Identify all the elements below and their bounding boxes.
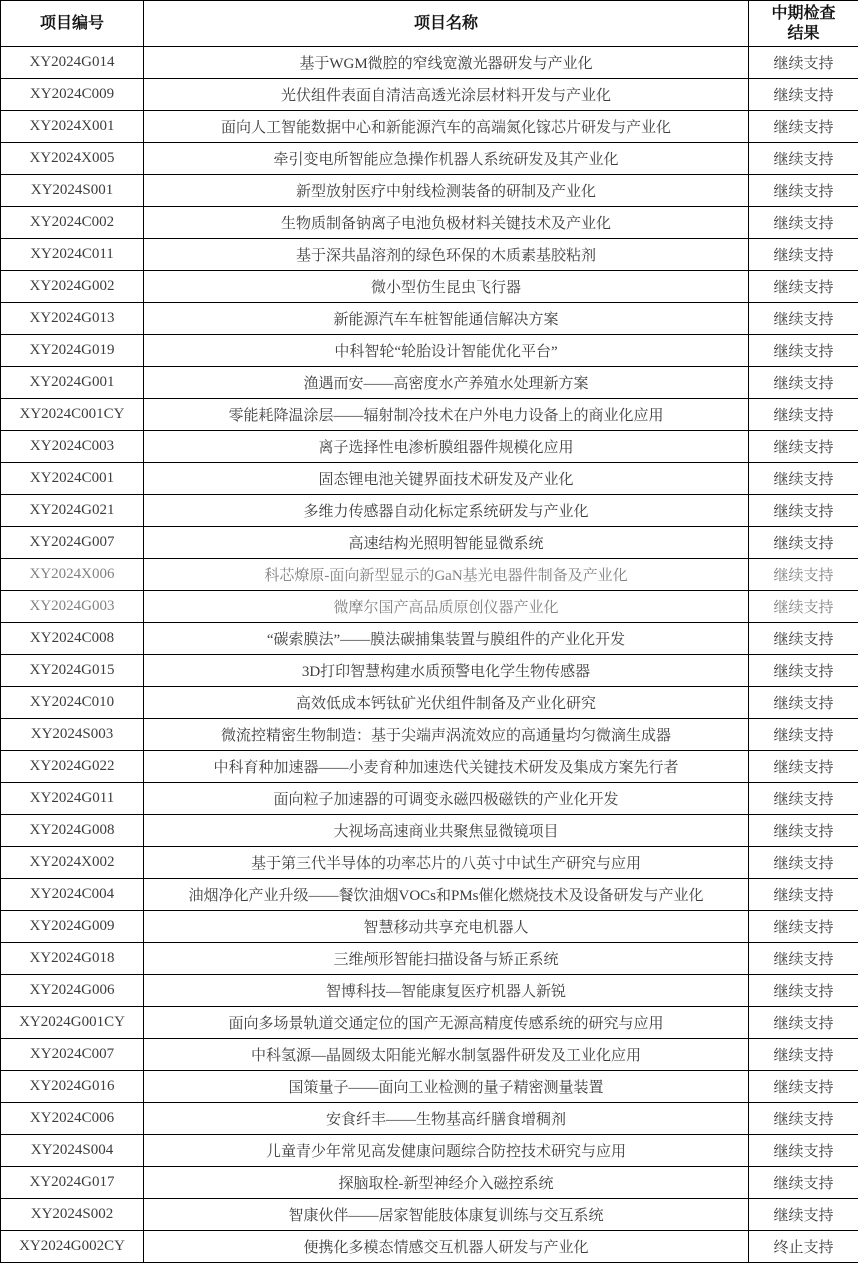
result-cell: 继续支持 — [749, 1135, 858, 1167]
table-body — [1, 47, 858, 1263]
project-id-cell: XY2024C004 — [1, 879, 144, 911]
result-cell: 继续支持 — [749, 495, 858, 527]
project-id-cell: XY2024C003 — [1, 431, 144, 463]
project-id-cell: XY2024C002 — [1, 207, 144, 239]
result-cell: 继续支持 — [749, 1167, 858, 1199]
project-name-cell: 新能源汽车车桩智能通信解决方案 — [144, 303, 749, 335]
column-header-project-name: 项目名称 — [144, 1, 749, 47]
project-name-cell: 中科氢源—晶圆级太阳能光解水制氢器件研发及工业化应用 — [144, 1039, 749, 1071]
result-cell: 继续支持 — [749, 463, 858, 495]
table-row — [1, 1135, 858, 1167]
project-name-cell: 基于深共晶溶剂的绿色环保的木质素基胶粘剂 — [144, 239, 749, 271]
result-cell: 继续支持 — [749, 1007, 858, 1039]
table-row — [1, 847, 858, 879]
result-cell: 继续支持 — [749, 1199, 858, 1231]
project-id-cell: XY2024C007 — [1, 1039, 144, 1071]
project-id-cell: XY2024G015 — [1, 655, 144, 687]
project-id-cell: XY2024G002CY — [1, 1231, 144, 1263]
table-row — [1, 1103, 858, 1135]
project-name-cell: 零能耗降温涂层——辐射制冷技术在户外电力设备上的商业化应用 — [144, 399, 749, 431]
table-row — [1, 1039, 858, 1071]
table-row — [1, 175, 858, 207]
project-name-cell: 固态锂电池关键界面技术研发及产业化 — [144, 463, 749, 495]
table-row — [1, 879, 858, 911]
project-id-cell: XY2024G001 — [1, 367, 144, 399]
result-cell: 继续支持 — [749, 815, 858, 847]
project-id-cell: XY2024C010 — [1, 687, 144, 719]
table-row — [1, 815, 858, 847]
project-name-cell: 探脑取栓-新型神经介入磁控系统 — [144, 1167, 749, 1199]
result-cell: 继续支持 — [749, 207, 858, 239]
table-row — [1, 47, 858, 79]
project-name-cell: 基于第三代半导体的功率芯片的八英寸中试生产研究与应用 — [144, 847, 749, 879]
result-cell: 继续支持 — [749, 1071, 858, 1103]
result-cell: 继续支持 — [749, 47, 858, 79]
project-id-cell: XY2024C001CY — [1, 399, 144, 431]
project-name-cell: 离子选择性电渗析膜组器件规模化应用 — [144, 431, 749, 463]
project-name-cell: 智慧移动共享充电机器人 — [144, 911, 749, 943]
result-cell: 继续支持 — [749, 879, 858, 911]
project-name-cell: 儿童青少年常见高发健康问题综合防控技术研究与应用 — [144, 1135, 749, 1167]
project-id-cell: XY2024G009 — [1, 911, 144, 943]
table-row — [1, 143, 858, 175]
project-name-cell: 便携化多模态情感交互机器人研发与产业化 — [144, 1231, 749, 1263]
result-cell: 继续支持 — [749, 655, 858, 687]
project-name-cell: 大视场高速商业共聚焦显微镜项目 — [144, 815, 749, 847]
project-name-cell: 面向多场景轨道交通定位的国产无源高精度传感系统的研究与应用 — [144, 1007, 749, 1039]
result-cell: 继续支持 — [749, 623, 858, 655]
project-id-cell: XY2024C009 — [1, 79, 144, 111]
table-row — [1, 559, 858, 591]
project-name-cell: 基于WGM微腔的窄线宽激光器研发与产业化 — [144, 47, 749, 79]
table-row — [1, 239, 858, 271]
table-row — [1, 1167, 858, 1199]
project-id-cell: XY2024C008 — [1, 623, 144, 655]
table-row — [1, 431, 858, 463]
table-row — [1, 527, 858, 559]
table-row — [1, 911, 858, 943]
result-cell: 终止支持 — [749, 1231, 858, 1263]
result-cell: 继续支持 — [749, 719, 858, 751]
result-cell: 继续支持 — [749, 303, 858, 335]
project-id-cell: XY2024S001 — [1, 175, 144, 207]
result-cell: 继续支持 — [749, 847, 858, 879]
result-cell: 继续支持 — [749, 79, 858, 111]
project-id-cell: XY2024G001CY — [1, 1007, 144, 1039]
table-row — [1, 591, 858, 623]
project-id-cell: XY2024G003 — [1, 591, 144, 623]
project-name-cell: 科芯燎原-面向新型显示的GaN基光电器件制备及产业化 — [144, 559, 749, 591]
project-name-cell: 高效低成本钙钛矿光伏组件制备及产业化研究 — [144, 687, 749, 719]
result-cell: 继续支持 — [749, 367, 858, 399]
project-name-cell: 面向人工智能数据中心和新能源汽车的高端氮化镓芯片研发与产业化 — [144, 111, 749, 143]
project-id-cell: XY2024G021 — [1, 495, 144, 527]
project-name-cell: 油烟净化产业升级——餐饮油烟VOCs和PMs催化燃烧技术及设备研发与产业化 — [144, 879, 749, 911]
column-header-midterm-result: 中期检查结果 — [749, 1, 858, 47]
table-row — [1, 783, 858, 815]
table-row — [1, 623, 858, 655]
project-name-cell: 智康伙伴——居家智能肢体康复训练与交互系统 — [144, 1199, 749, 1231]
project-id-cell: XY2024C001 — [1, 463, 144, 495]
result-cell: 继续支持 — [749, 239, 858, 271]
table-header — [1, 1, 858, 47]
project-id-cell: XY2024S002 — [1, 1199, 144, 1231]
result-cell: 继续支持 — [749, 335, 858, 367]
result-cell: 继续支持 — [749, 431, 858, 463]
project-id-cell: XY2024G008 — [1, 815, 144, 847]
table-row — [1, 463, 858, 495]
project-name-cell: 牵引变电所智能应急操作机器人系统研发及其产业化 — [144, 143, 749, 175]
table-row — [1, 207, 858, 239]
result-cell: 继续支持 — [749, 911, 858, 943]
table-row — [1, 719, 858, 751]
result-cell: 继续支持 — [749, 559, 858, 591]
table-row — [1, 111, 858, 143]
result-cell: 继续支持 — [749, 591, 858, 623]
project-name-cell: 微流控精密生物制造：基于尖端声涡流效应的高通量均匀微滴生成器 — [144, 719, 749, 751]
table-row — [1, 655, 858, 687]
project-name-cell: 光伏组件表面自清洁高透光涂层材料开发与产业化 — [144, 79, 749, 111]
table-row — [1, 367, 858, 399]
project-id-cell: XY2024S003 — [1, 719, 144, 751]
table-row — [1, 335, 858, 367]
project-name-cell: 新型放射医疗中射线检测装备的研制及产业化 — [144, 175, 749, 207]
project-name-cell: 3D打印智慧构建水质预警电化学生物传感器 — [144, 655, 749, 687]
project-name-cell: “碳索膜法”——膜法碳捕集装置与膜组件的产业化开发 — [144, 623, 749, 655]
project-id-cell: XY2024G014 — [1, 47, 144, 79]
result-cell: 继续支持 — [749, 975, 858, 1007]
table-row — [1, 1231, 858, 1263]
project-id-cell: XY2024X006 — [1, 559, 144, 591]
table-row — [1, 751, 858, 783]
project-name-cell: 国策量子——面向工业检测的量子精密测量装置 — [144, 1071, 749, 1103]
project-id-cell: XY2024G013 — [1, 303, 144, 335]
result-cell: 继续支持 — [749, 271, 858, 303]
table-row — [1, 303, 858, 335]
result-cell: 继续支持 — [749, 143, 858, 175]
project-name-cell: 面向粒子加速器的可调变永磁四极磁铁的产业化开发 — [144, 783, 749, 815]
project-name-cell: 生物质制备钠离子电池负极材料关键技术及产业化 — [144, 207, 749, 239]
result-cell: 继续支持 — [749, 687, 858, 719]
project-name-cell: 中科智轮“轮胎设计智能优化平台” — [144, 335, 749, 367]
table-row — [1, 495, 858, 527]
project-name-cell: 高速结构光照明智能显微系统 — [144, 527, 749, 559]
table-row — [1, 79, 858, 111]
project-name-cell: 中科育种加速器——小麦育种加速迭代关键技术研发及集成方案先行者 — [144, 751, 749, 783]
project-id-cell: XY2024S004 — [1, 1135, 144, 1167]
result-cell: 继续支持 — [749, 1039, 858, 1071]
project-id-cell: XY2024G019 — [1, 335, 144, 367]
project-name-cell: 三维颅形智能扫描设备与矫正系统 — [144, 943, 749, 975]
result-cell: 继续支持 — [749, 175, 858, 207]
project-id-cell: XY2024G016 — [1, 1071, 144, 1103]
project-name-cell: 智博科技—智能康复医疗机器人新锐 — [144, 975, 749, 1007]
table-row — [1, 687, 858, 719]
table-row — [1, 399, 858, 431]
project-name-cell: 安食纤丰——生物基高纤膳食增稠剂 — [144, 1103, 749, 1135]
project-name-cell: 渔遇而安——高密度水产养殖水处理新方案 — [144, 367, 749, 399]
project-id-cell: XY2024X001 — [1, 111, 144, 143]
table-row — [1, 975, 858, 1007]
project-id-cell: XY2024C006 — [1, 1103, 144, 1135]
result-cell: 继续支持 — [749, 1103, 858, 1135]
project-id-cell: XY2024C011 — [1, 239, 144, 271]
project-id-cell: XY2024G022 — [1, 751, 144, 783]
column-header-project-id: 项目编号 — [1, 1, 144, 47]
result-cell: 继续支持 — [749, 943, 858, 975]
table-row — [1, 1199, 858, 1231]
table-row — [1, 1071, 858, 1103]
result-cell: 继续支持 — [749, 111, 858, 143]
project-id-cell: XY2024G018 — [1, 943, 144, 975]
project-name-cell: 微摩尔国产高品质原创仪器产业化 — [144, 591, 749, 623]
result-cell: 继续支持 — [749, 399, 858, 431]
project-id-cell: XY2024G007 — [1, 527, 144, 559]
result-cell: 继续支持 — [749, 783, 858, 815]
project-id-cell: XY2024G002 — [1, 271, 144, 303]
project-id-cell: XY2024G011 — [1, 783, 144, 815]
project-name-cell: 微小型仿生昆虫飞行器 — [144, 271, 749, 303]
header-row — [1, 1, 858, 47]
project-name-cell: 多维力传感器自动化标定系统研发与产业化 — [144, 495, 749, 527]
project-id-cell: XY2024X002 — [1, 847, 144, 879]
result-cell: 继续支持 — [749, 527, 858, 559]
table-row — [1, 943, 858, 975]
project-id-cell: XY2024G017 — [1, 1167, 144, 1199]
project-id-cell: XY2024G006 — [1, 975, 144, 1007]
result-cell: 继续支持 — [749, 751, 858, 783]
project-id-cell: XY2024X005 — [1, 143, 144, 175]
table-row — [1, 271, 858, 303]
table-row — [1, 1007, 858, 1039]
